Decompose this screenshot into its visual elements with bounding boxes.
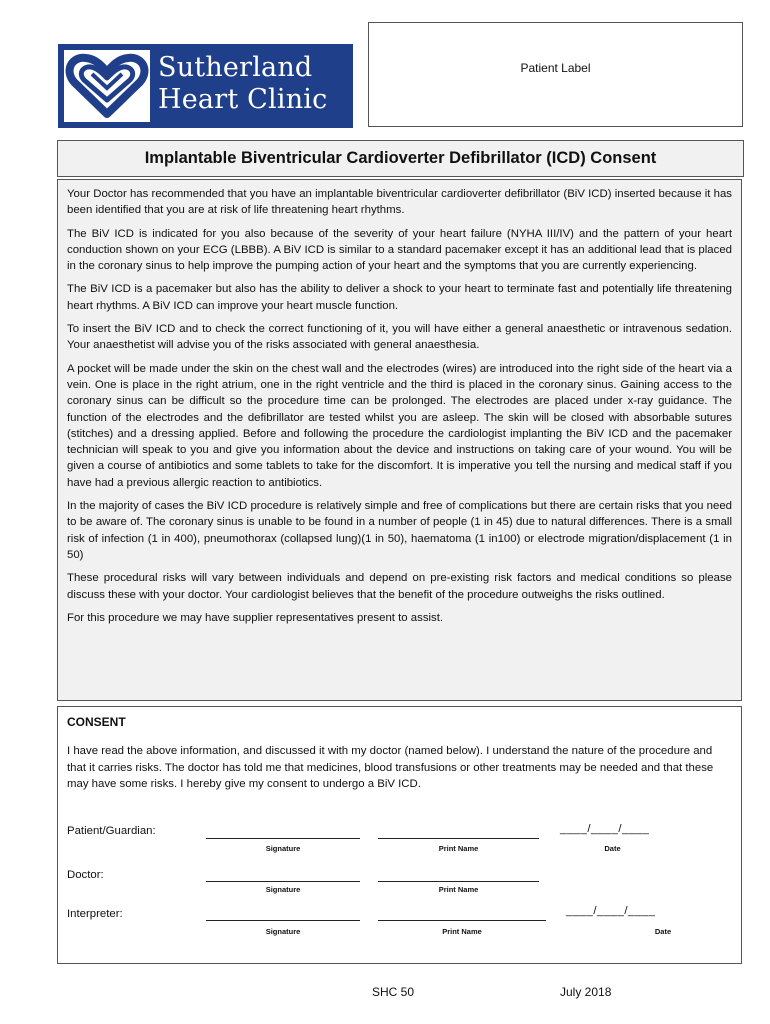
patient-signature-line[interactable]	[206, 838, 360, 839]
paragraph: Your Doctor has recommended that you have an implantable biventricular cardioverter defibrillator (BiV ICD) inserted because it has been identified that you are at risk of life threatening heart rhythms.	[67, 188, 732, 217]
paragraph: In the majority of cases the BiV ICD procedure is relatively simple and free of complications but there are certain risks that you need to be aware of. The coronary sinus is unable to be found in a number of people (1 in 45) due to natural differences. There is a small risk of infection (1 in 400), pneumothorax (collapsed lung)(1 in 50), haematoma (1 in100) or electrode migration/displacement (1 in 50)	[67, 500, 732, 561]
date-caption: Date	[604, 844, 621, 853]
logo-text	[158, 52, 327, 116]
paragraph: The BiV ICD is a pacemaker but also has the ability to deliver a shock to your heart to terminate fast and potentially life threatening heart rhythms. A BiV ICD can improve your heart muscle function.	[67, 283, 732, 312]
consent-text: I have read the above information, and discussed it with my doctor (named below). I understand the nature of the procedure and that it carries risks. The doctor has told me that medicines, blood transfusions or other treatments may be needed and that these may have some risks. I hereby give my consent to undergo a BiV ICD.	[67, 745, 714, 790]
logo-line-2: Heart Clinic	[158, 84, 328, 115]
title-box	[57, 140, 744, 177]
print-name-caption: Print Name	[438, 844, 479, 853]
interpreter-signature-line[interactable]	[206, 920, 360, 921]
interpreter-label: Interpreter:	[67, 908, 123, 920]
signature-caption: Signature	[265, 844, 301, 853]
print-name-caption: Print Name	[442, 927, 482, 936]
consent-section	[57, 706, 742, 964]
clinic-logo	[58, 44, 353, 128]
paragraph: A pocket will be made under the skin on the chest wall and the electrodes (wires) are introduced into the right side of the heart via a vein. One is place in the right atrium, one in the right ventricle and the third is placed in the coronary sinus. Gaining access to the coronary sinus can be difficult so the procedure time can be prolonged. The electrodes are placed under x-ray guidance. The function of the electrodes and the defibrillator are tested whilst you are asleep. The skin will be closed with absorbable sutures (stitches) and a dressing applied. Before and following the procedure the cardiologist implanting the BiV ICD and the pacemaker technician will speak to you and give you information about the device and instructions on taking care of your wound. You will be given a course of antibiotics and some tablets to take for the discomfort. It is imperative you tell the nursing and medical staff if you have had a previous allergic reaction to antibiotics.	[67, 362, 732, 489]
information-section	[57, 179, 742, 701]
page-title: Implantable Biventricular Cardioverter Defibrillator (ICD) Consent	[144, 149, 657, 167]
paragraph: For this procedure we may have supplier representatives present to assist.	[67, 611, 444, 624]
print-name-caption: Print Name	[438, 885, 479, 894]
doctor-signature-line[interactable]	[206, 881, 360, 882]
interpreter-print-name-line[interactable]	[378, 920, 546, 921]
patient-label-box	[368, 22, 743, 127]
consent-heading: CONSENT	[67, 715, 126, 729]
footer-date: July 2018	[560, 985, 612, 999]
patient-label-text: Patient Label	[520, 61, 591, 75]
doctor-label: Doctor:	[67, 869, 104, 881]
paragraph: The BiV ICD is indicated for you also because of the severity of your heart failure (NYHA III/IV) and the pattern of your heart conduction shown on your ECG (LBBB). A BiV ICD is similar to a standard pacemaker except it has an additional lead that is placed in the coronary sinus to help improve the pumping action of your heart and the symptoms that you are currently experiencing.	[67, 227, 732, 273]
paragraph: To insert the BiV ICD and to check the correct functioning of it, you will have either a general anaesthetic or intravenous sedation. Your anaesthetist will advise you of the risks associated with general anaesthesia.	[67, 323, 732, 352]
logo-line-1: Sutherland	[158, 52, 313, 83]
patient-guardian-label: Patient/Guardian:	[67, 825, 156, 837]
signature-caption: Signature	[265, 927, 301, 936]
footer-code: SHC 50	[372, 985, 415, 999]
signature-caption: Signature	[265, 885, 301, 894]
heart-logo-icon	[62, 48, 152, 124]
paragraph: These procedural risks will vary between individuals and depend on pre-existing risk factors and medical conditions so please discuss these with your doctor. Your cardiologist believes that the benefit of the procedure outweighs the risks outlined.	[67, 572, 732, 601]
patient-print-name-line[interactable]	[378, 838, 539, 839]
patient-date-field[interactable]: ____/____/____	[560, 823, 650, 835]
doctor-print-name-line[interactable]	[378, 881, 539, 882]
interpreter-date-field[interactable]: ____/____/____	[566, 905, 656, 917]
date-caption: Date	[654, 927, 672, 936]
